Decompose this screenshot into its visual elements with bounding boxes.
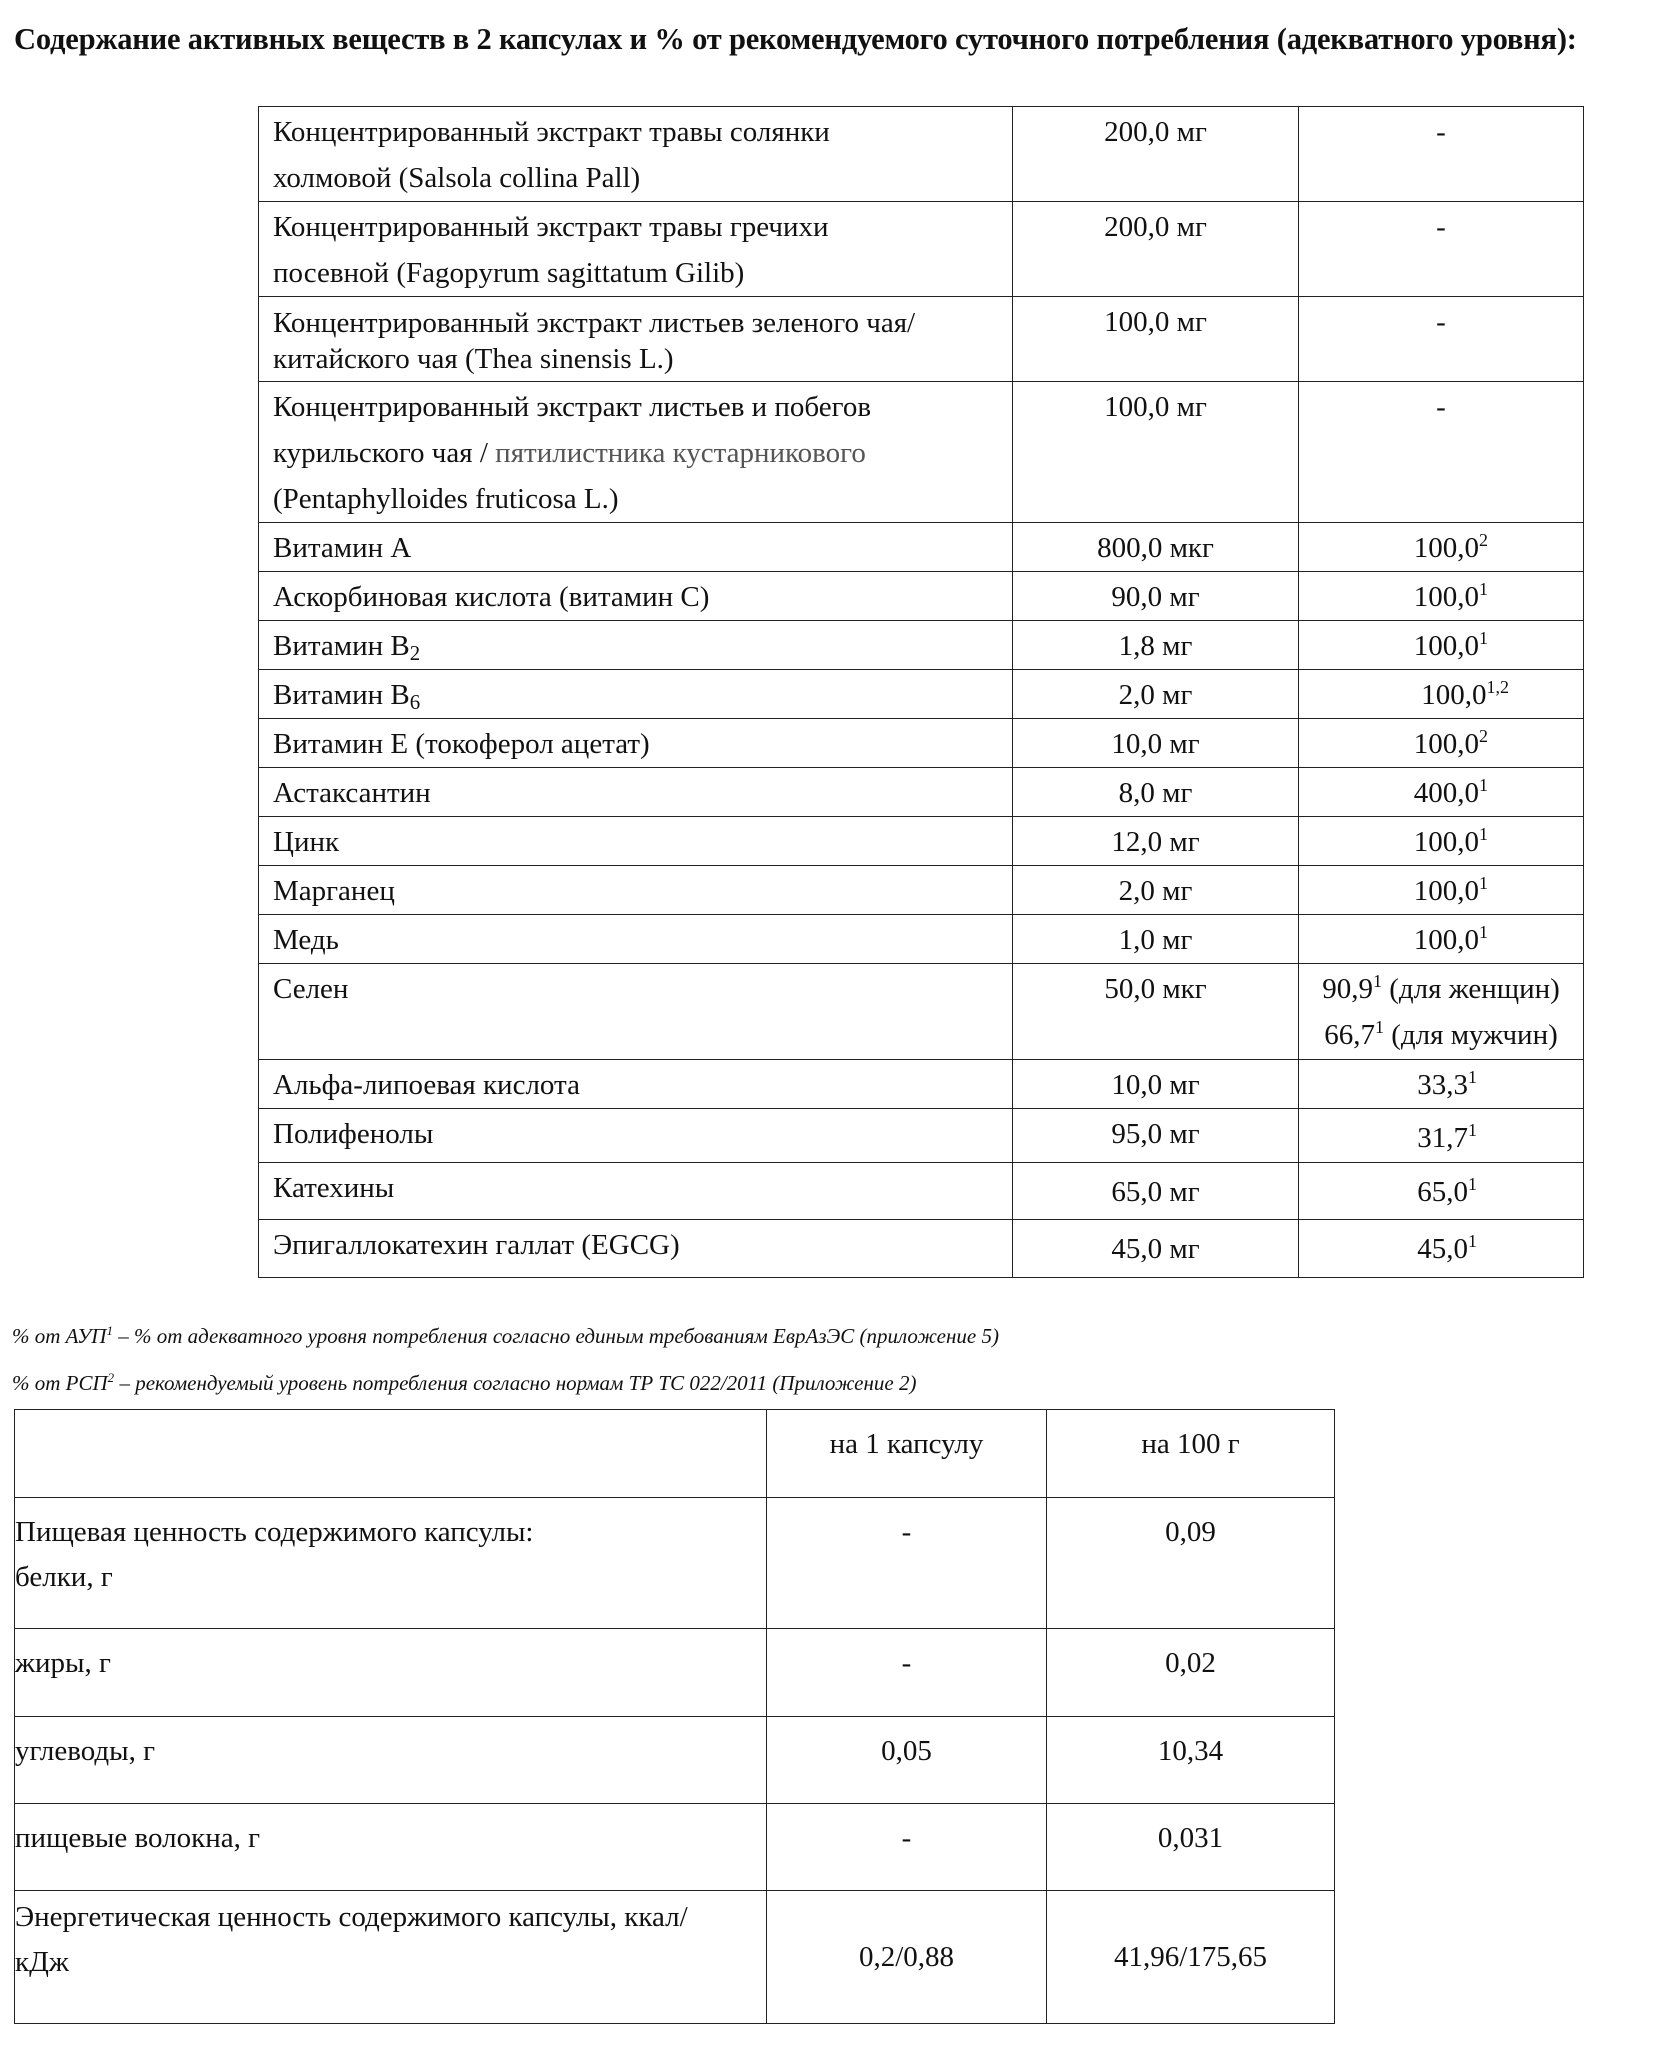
row-label: Пищевая ценность содержимого капсулы: — [15, 1516, 534, 1548]
substance-percent: 100,0$^{1,2}$ — [1299, 670, 1584, 719]
substance-name: Аскорбиновая кислота (витамин С) — [259, 572, 1013, 621]
substance-name: Полифенолы — [259, 1109, 1013, 1163]
substance-amount: 1,8 мг — [1013, 621, 1299, 670]
substance-amount: 12,0 мг — [1013, 817, 1299, 866]
substance-name: Концентрированный экстракт травы гречихи — [273, 211, 829, 243]
table-row — [259, 523, 1584, 572]
substance-name: Марганец — [259, 866, 1013, 915]
substance-name: Концентрированный экстракт листьев и побегов — [273, 391, 872, 423]
substance-percent: 100,0$^1$ — [1299, 572, 1584, 621]
substance-name: курильского чая / — [273, 437, 496, 469]
substance-amount: 800,0 мкг — [1013, 523, 1299, 572]
substance-name: (Pentaphylloides fruticosa L.) — [273, 483, 619, 515]
table-row — [259, 621, 1584, 670]
table-row — [259, 817, 1584, 866]
substance-name: Селен — [259, 964, 1013, 1060]
substance-amount: 200,0 мг — [1013, 202, 1299, 297]
substance-percent: 400,0$^1$ — [1299, 768, 1584, 817]
substance-percent: 100,0$^1$ — [1299, 817, 1584, 866]
substance-percent: 31,7$^1$ — [1299, 1109, 1584, 1163]
value-per-100g: 0,031 — [1047, 1804, 1335, 1891]
table-row — [259, 202, 1584, 297]
substance-amount: 1,0 мг — [1013, 915, 1299, 964]
substance-name: посевной (Fagopyrum sagittatum Gilib) — [273, 257, 745, 289]
value-per-100g: 10,34 — [1047, 1717, 1335, 1804]
substance-name: Альфа-липоевая кислота — [259, 1060, 1013, 1109]
substance-percent: - — [1299, 202, 1584, 297]
substance-name: пятилистника кустарникового — [495, 437, 866, 469]
table-row — [259, 1220, 1584, 1278]
substance-percent: 90,9$^1$ (для женщин) 66,7$^1$ (для мужчин) — [1299, 964, 1584, 1060]
active-substances-table — [258, 106, 1584, 1278]
substance-name: Концентрированный экстракт травы солянки — [273, 116, 830, 148]
table-row — [15, 1804, 1335, 1891]
row-label: жиры, г — [15, 1629, 767, 1717]
table-row — [259, 1163, 1584, 1220]
table-row — [259, 382, 1584, 523]
value-per-100g: 0,02 — [1047, 1629, 1335, 1717]
value-per-capsule: - — [767, 1629, 1047, 1717]
substance-amount: 45,0 мг — [1013, 1220, 1299, 1278]
substance-name: Эпигаллокатехин галлат (EGCG) — [259, 1220, 1013, 1278]
value-per-capsule: - — [767, 1804, 1047, 1891]
table-row — [15, 1891, 1335, 2024]
table-row — [259, 866, 1584, 915]
table-row — [15, 1498, 1335, 1629]
substance-name: Витамин А — [259, 523, 1013, 572]
substance-amount: 10,0 мг — [1013, 1060, 1299, 1109]
substance-name: Цинк — [259, 817, 1013, 866]
row-label: углеводы, г — [15, 1717, 767, 1804]
row-label: кДж — [15, 1946, 69, 1978]
row-label: Энергетическая ценность содержимого капсулы, ккал/ — [15, 1901, 688, 1933]
value-per-capsule: 0,2/0,88 — [767, 1891, 1047, 2024]
substance-name: холмовой (Salsola collina Pall) — [273, 162, 641, 194]
value-per-capsule: - — [767, 1498, 1047, 1629]
table-row — [259, 1109, 1584, 1163]
table-header-row — [15, 1410, 1335, 1498]
substance-percent: 33,3$^1$ — [1299, 1060, 1584, 1109]
table-row — [259, 719, 1584, 768]
substance-percent: 100,0$^2$ — [1299, 523, 1584, 572]
substance-percent: 100,0$^2$ — [1299, 719, 1584, 768]
substance-percent: 100,0$^1$ — [1299, 621, 1584, 670]
substance-percent: 45,0$^1$ — [1299, 1220, 1584, 1278]
substance-amount: 95,0 мг — [1013, 1109, 1299, 1163]
substance-percent: 100,0$^1$ — [1299, 866, 1584, 915]
substance-name: Медь — [259, 915, 1013, 964]
page-title: Содержание активных веществ в 2 капсулах и % от рекомендуемого суточного потребления (адекватного уровня): — [14, 22, 1577, 56]
table-row — [259, 915, 1584, 964]
substance-amount: 100,0 мг — [1013, 297, 1299, 382]
substance-percent: 100,0$^1$ — [1299, 915, 1584, 964]
value-per-100g: 41,96/175,65 — [1047, 1891, 1335, 2024]
substance-percent: - — [1299, 107, 1584, 202]
substance-amount: 10,0 мг — [1013, 719, 1299, 768]
substance-percent: - — [1299, 297, 1584, 382]
substance-amount: 100,0 мг — [1013, 382, 1299, 523]
table-row — [259, 107, 1584, 202]
substance-amount: 65,0 мг — [1013, 1163, 1299, 1220]
column-header: на 1 капсулу — [767, 1410, 1047, 1498]
substance-name: китайского чая (Thea sinensis L.) — [273, 343, 674, 375]
substance-name: Витамин $В_6$ — [259, 670, 1013, 719]
substance-percent: 65,0$^1$ — [1299, 1163, 1584, 1220]
substance-percent: - — [1299, 382, 1584, 523]
substance-name: Концентрированный экстракт листьев зеленого чая/ — [273, 307, 916, 339]
substance-name: Витамин Е (токоферол ацетат) — [259, 719, 1013, 768]
substance-amount: 2,0 мг — [1013, 866, 1299, 915]
table-row — [259, 964, 1584, 1060]
row-label: белки, г — [15, 1561, 113, 1593]
table-row — [259, 768, 1584, 817]
substance-name: Катехины — [259, 1163, 1013, 1220]
substance-amount: 2,0 мг — [1013, 670, 1299, 719]
table-row — [15, 1717, 1335, 1804]
table-row — [259, 572, 1584, 621]
nutrition-table — [14, 1409, 1335, 2024]
row-label: пищевые волокна, г — [15, 1804, 767, 1891]
table-row — [259, 1060, 1584, 1109]
table-row — [259, 670, 1584, 719]
substance-name: Астаксантин — [259, 768, 1013, 817]
substance-amount: 200,0 мг — [1013, 107, 1299, 202]
value-per-100g: 0,09 — [1047, 1498, 1335, 1629]
substance-amount: 50,0 мкг — [1013, 964, 1299, 1060]
column-header: на 100 г — [1047, 1410, 1335, 1498]
footnote-1: % от АУП$^1$ – % от адекватного уровня потребления согласно единым требованиям ЕврАзЭС (приложение 5) — [12, 1323, 999, 1348]
substance-name: Витамин $В_2$ — [259, 621, 1013, 670]
table-row — [15, 1629, 1335, 1717]
table-row — [259, 297, 1584, 382]
substance-amount: 90,0 мг — [1013, 572, 1299, 621]
value-per-capsule: 0,05 — [767, 1717, 1047, 1804]
substance-amount: 8,0 мг — [1013, 768, 1299, 817]
footnote-2: % от РСП$^2$ – рекомендуемый уровень потребления согласно нормам ТР ТС 022/2011 (Приложение 2) — [12, 1370, 917, 1395]
